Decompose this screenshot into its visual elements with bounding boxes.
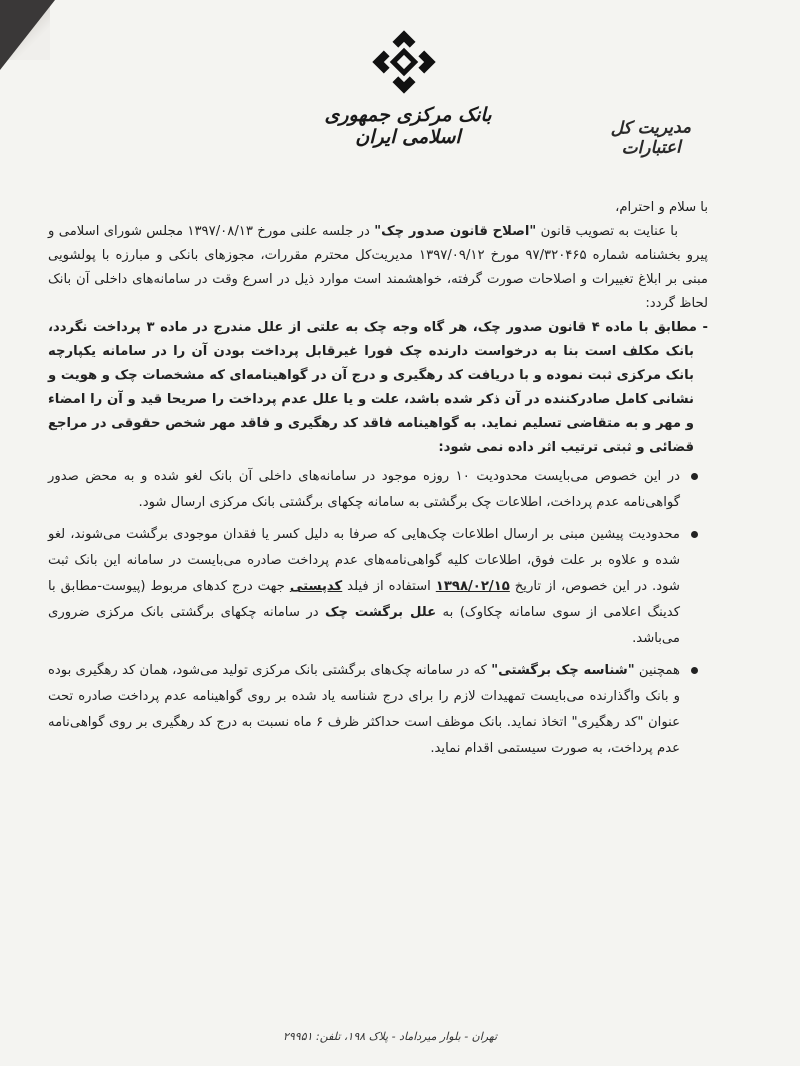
bank-name: بانک مرکزی جمهوری اسلامی ایران [324, 104, 492, 148]
bullet-list [48, 464, 708, 762]
list-item: در این خصوص می‌بایست محدودیت ۱۰ روزه موجود در سامانه‌های داخلی آن بانک لغو شده و به محض صدور گواهی‌نامه عدم پرداخت، اطلاعات چک برگشتی به سامانه چکهای برگشتی بانک مرکزی ارسال شود. [48, 464, 680, 516]
greeting: با سلام و احترام، [615, 200, 708, 215]
page-corner-shadow [0, 0, 55, 70]
law-title: "اصلاح قانون صدور چک" [374, 224, 537, 239]
postal-code-field: کدپستی [289, 579, 343, 594]
returned-check-id: "شناسه چک برگشتی" [491, 663, 635, 678]
department-name: مدیریت کل اعتبارات [610, 117, 692, 159]
list-item: همچنین "شناسه چک برگشتی" که در سامانه چک‌های برگشتی بانک مرکزی تولید می‌شود، همان کد رهگیری بوده و بانک واگذارنده می‌بایست تمهیدات لازم را برای درج شناسه یاد شده بر روی گواهینامه عدم پرداخت صادره تحت عنوان "کد رهگیری" اتخاذ نماید. بانک موظف است حداکثر ظرف ۶ ماه نسبت به درج کد رهگیری بر روی گواهی‌نامه عدم پرداخت، به صورت سیستمی اقدام نماید. [48, 658, 680, 762]
intro-paragraph: با عنایت به تصویب قانون "اصلاح قانون صدور چک" در جلسه علنی مورخ ۱۳۹۷/۰۸/۱۳ مجلس شورای اسلامی و پیرو بخشنامه شماره ۹۷/۳۲۰۴۶۵ مورخ ۱۳۹۷/۰۹/۱۲ مدیریت‌کل محترم مقررات، مجوزهای بانکی و مبارزه با پولشویی مبنی بر ابلاغ تغییرات و اصلاحات صورت گرفته، خواهشمند است موارد ذیل در اسرع وقت در سامانه‌های داخلی آن بانک لحاظ گردد: [48, 224, 708, 311]
letter-body [48, 196, 708, 768]
bank-logo-icon [368, 26, 440, 98]
footer-address: تهران - بلوار میرداماد - پلاک ۱۹۸، تلفن: ۲۹۹۵۱ [282, 1030, 498, 1043]
return-reasons: علل برگشت چک [325, 605, 437, 620]
effective-date: ۱۳۹۸/۰۲/۱۵ [435, 579, 510, 594]
list-item: محدودیت پیشین مبنی بر ارسال اطلاعات چک‌هایی که صرفا به دلیل کسر یا فقدان موجودی برگشت می‌شوند، لغو شده و علاوه بر علت فوق، اطلاعات کلیه گواهی‌نامه‌های عدم پرداخت صادره می‌بایست در سامانه این بانک ثبت شود. در این خصوص، از تاریخ ۱۳۹۸/۰۲/۱۵ استفاده از فیلد کدپستی جهت درج کدهای مربوط (پیوست-مطابق با کدینگ اعلامی از سوی سامانه چکاوک) به علل برگشت چک در سامانه چکهای برگشتی بانک مرکزی ضروری می‌باشد. [48, 522, 680, 652]
item-article-4: - مطابق با ماده ۴ قانون صدور چک، هر گاه وجه چک به علتی از علل مندرج در ماده ۳ پرداخت نگردد، بانک مکلف است بنا به درخواست دارنده چک فورا غیرقابل پرداخت بودن آن را در سامانه یکپارچه بانک مرکزی ثبت نموده و با دریافت کد رهگیری و درج آن در گواهینامه‌ای که مشخصات چک و هویت و نشانی کامل صادرکننده در آن ذکر شده باشد، علت و یا علل عدم پرداخت را صریحا قید و آن را امضاء و مهر و به متقاضی تسلیم نماید. به گواهینامه فاقد کد رهگیری و فاقد مهر شخص حقوقی در مراجع قضائی و ثبتی ترتیب اثر داده نمی شود: [48, 320, 708, 455]
